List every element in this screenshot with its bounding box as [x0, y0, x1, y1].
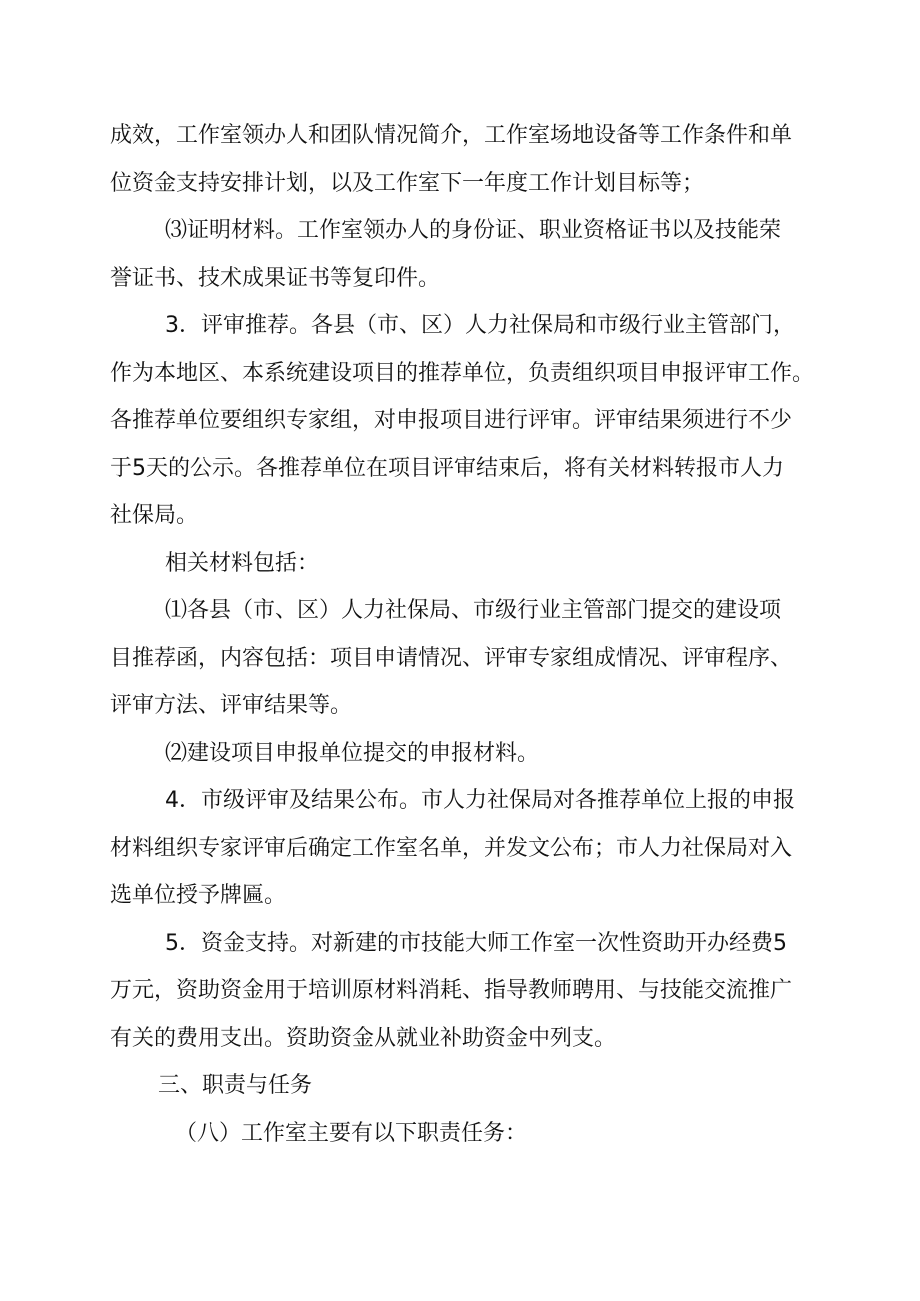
text-line: 评审方法、评审结果等。: [110, 693, 353, 718]
text-line: 有关的费用支出。资助资金从就业补助资金中列支。: [110, 1025, 617, 1051]
text-line: 目推荐函，内容包括：项目申请情况、评审专家组成情况、评审程序、: [110, 645, 793, 671]
text-line: 各推荐单位要组织专家组，对申报项目进行评审。评审结果须进行不少: [110, 408, 793, 433]
text-line: 4．市级评审及结果公布。市人力社保局对各推荐单位上报的申报: [165, 788, 795, 813]
text-line: 位资金支持安排计划，以及工作室下一年度工作计划目标等；: [110, 170, 705, 196]
document-body: [110, 112, 822, 1157]
text-line: ⑶证明材料。工作室领办人的身份证、职业资格证书以及技能荣: [165, 218, 782, 243]
text-line: 社保局。: [110, 503, 199, 528]
text-line: 选单位授予牌匾。: [110, 883, 287, 908]
text-line: 相关材料包括：: [165, 550, 320, 576]
text-line: 誉证书、技术成果证书等复印件。: [110, 265, 441, 291]
text-line: ⑵建设项目申报单位提交的申报材料。: [165, 740, 540, 766]
text-line: 3．评审推荐。各县（市、区）人力社保局和市级行业主管部门，: [165, 313, 795, 338]
text-line: 作为本地区、本系统建设项目的推荐单位，负责组织项目申报评审工作。: [110, 360, 815, 386]
subsection-heading: （八）工作室主要有以下职责任务：: [175, 1120, 528, 1146]
text-line: 5．资金支持。对新建的市技能大师工作室一次性资助开办经费5: [165, 930, 787, 956]
text-line: ⑴各县（市、区）人力社保局、市级行业主管部门提交的建设项: [165, 598, 782, 623]
text-line: 万元，资助资金用于培训原材料消耗、指导教师聘用、与技能交流推广: [110, 978, 793, 1003]
text-line: 成效，工作室领办人和团队情况简介，工作室场地设备等工作条件和单: [110, 123, 793, 148]
section-heading: 三、职责与任务: [158, 1073, 313, 1098]
text-line: 材料组织专家评审后确定工作室名单，并发文公布；市人力社保局对入: [110, 835, 793, 861]
text-line: 于5天的公示。各推荐单位在项目评审结束后，将有关材料转报市人力: [110, 455, 784, 481]
